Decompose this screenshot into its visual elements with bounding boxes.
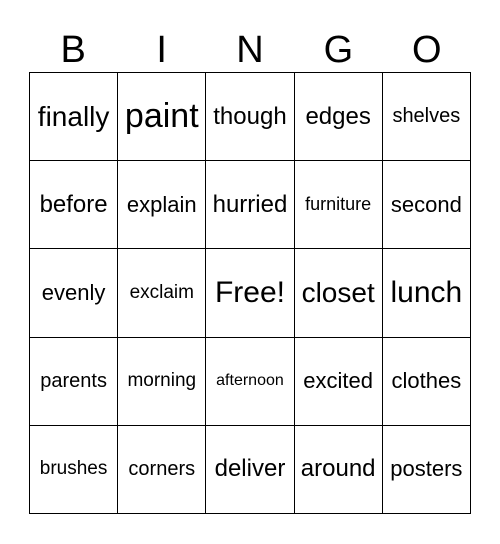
- bingo-cell[interactable]: excited: [295, 338, 383, 426]
- bingo-grid: [29, 72, 471, 514]
- bingo-cell[interactable]: before: [30, 161, 118, 249]
- bingo-cell[interactable]: furniture: [295, 161, 383, 249]
- header-letter-i: I: [156, 29, 167, 71]
- bingo-cell[interactable]: parents: [30, 338, 118, 426]
- header-letter-g: G: [323, 29, 354, 71]
- bingo-cell[interactable]: lunch: [383, 249, 471, 337]
- bingo-cell[interactable]: morning: [118, 338, 206, 426]
- bingo-cell[interactable]: finally: [30, 73, 118, 161]
- bingo-cell[interactable]: deliver: [206, 426, 294, 514]
- bingo-cell[interactable]: paint: [118, 73, 206, 161]
- bingo-cell[interactable]: posters: [383, 426, 471, 514]
- bingo-cell[interactable]: clothes: [383, 338, 471, 426]
- bingo-cell[interactable]: brushes: [30, 426, 118, 514]
- bingo-cell[interactable]: hurried: [206, 161, 294, 249]
- bingo-cell[interactable]: closet: [295, 249, 383, 337]
- header-letter-o: O: [412, 29, 442, 71]
- bingo-cell[interactable]: exclaim: [118, 249, 206, 337]
- bingo-cell[interactable]: evenly: [30, 249, 118, 337]
- free-space[interactable]: Free!: [206, 249, 294, 337]
- header-letter-n: N: [236, 29, 264, 71]
- bingo-cell[interactable]: explain: [118, 161, 206, 249]
- bingo-header: [29, 28, 471, 72]
- bingo-cell[interactable]: corners: [118, 426, 206, 514]
- bingo-cell[interactable]: afternoon: [206, 338, 294, 426]
- bingo-cell[interactable]: second: [383, 161, 471, 249]
- bingo-cell[interactable]: shelves: [383, 73, 471, 161]
- bingo-cell[interactable]: edges: [295, 73, 383, 161]
- bingo-cell[interactable]: though: [206, 73, 294, 161]
- bingo-cell[interactable]: around: [295, 426, 383, 514]
- header-letter-b: B: [60, 29, 86, 71]
